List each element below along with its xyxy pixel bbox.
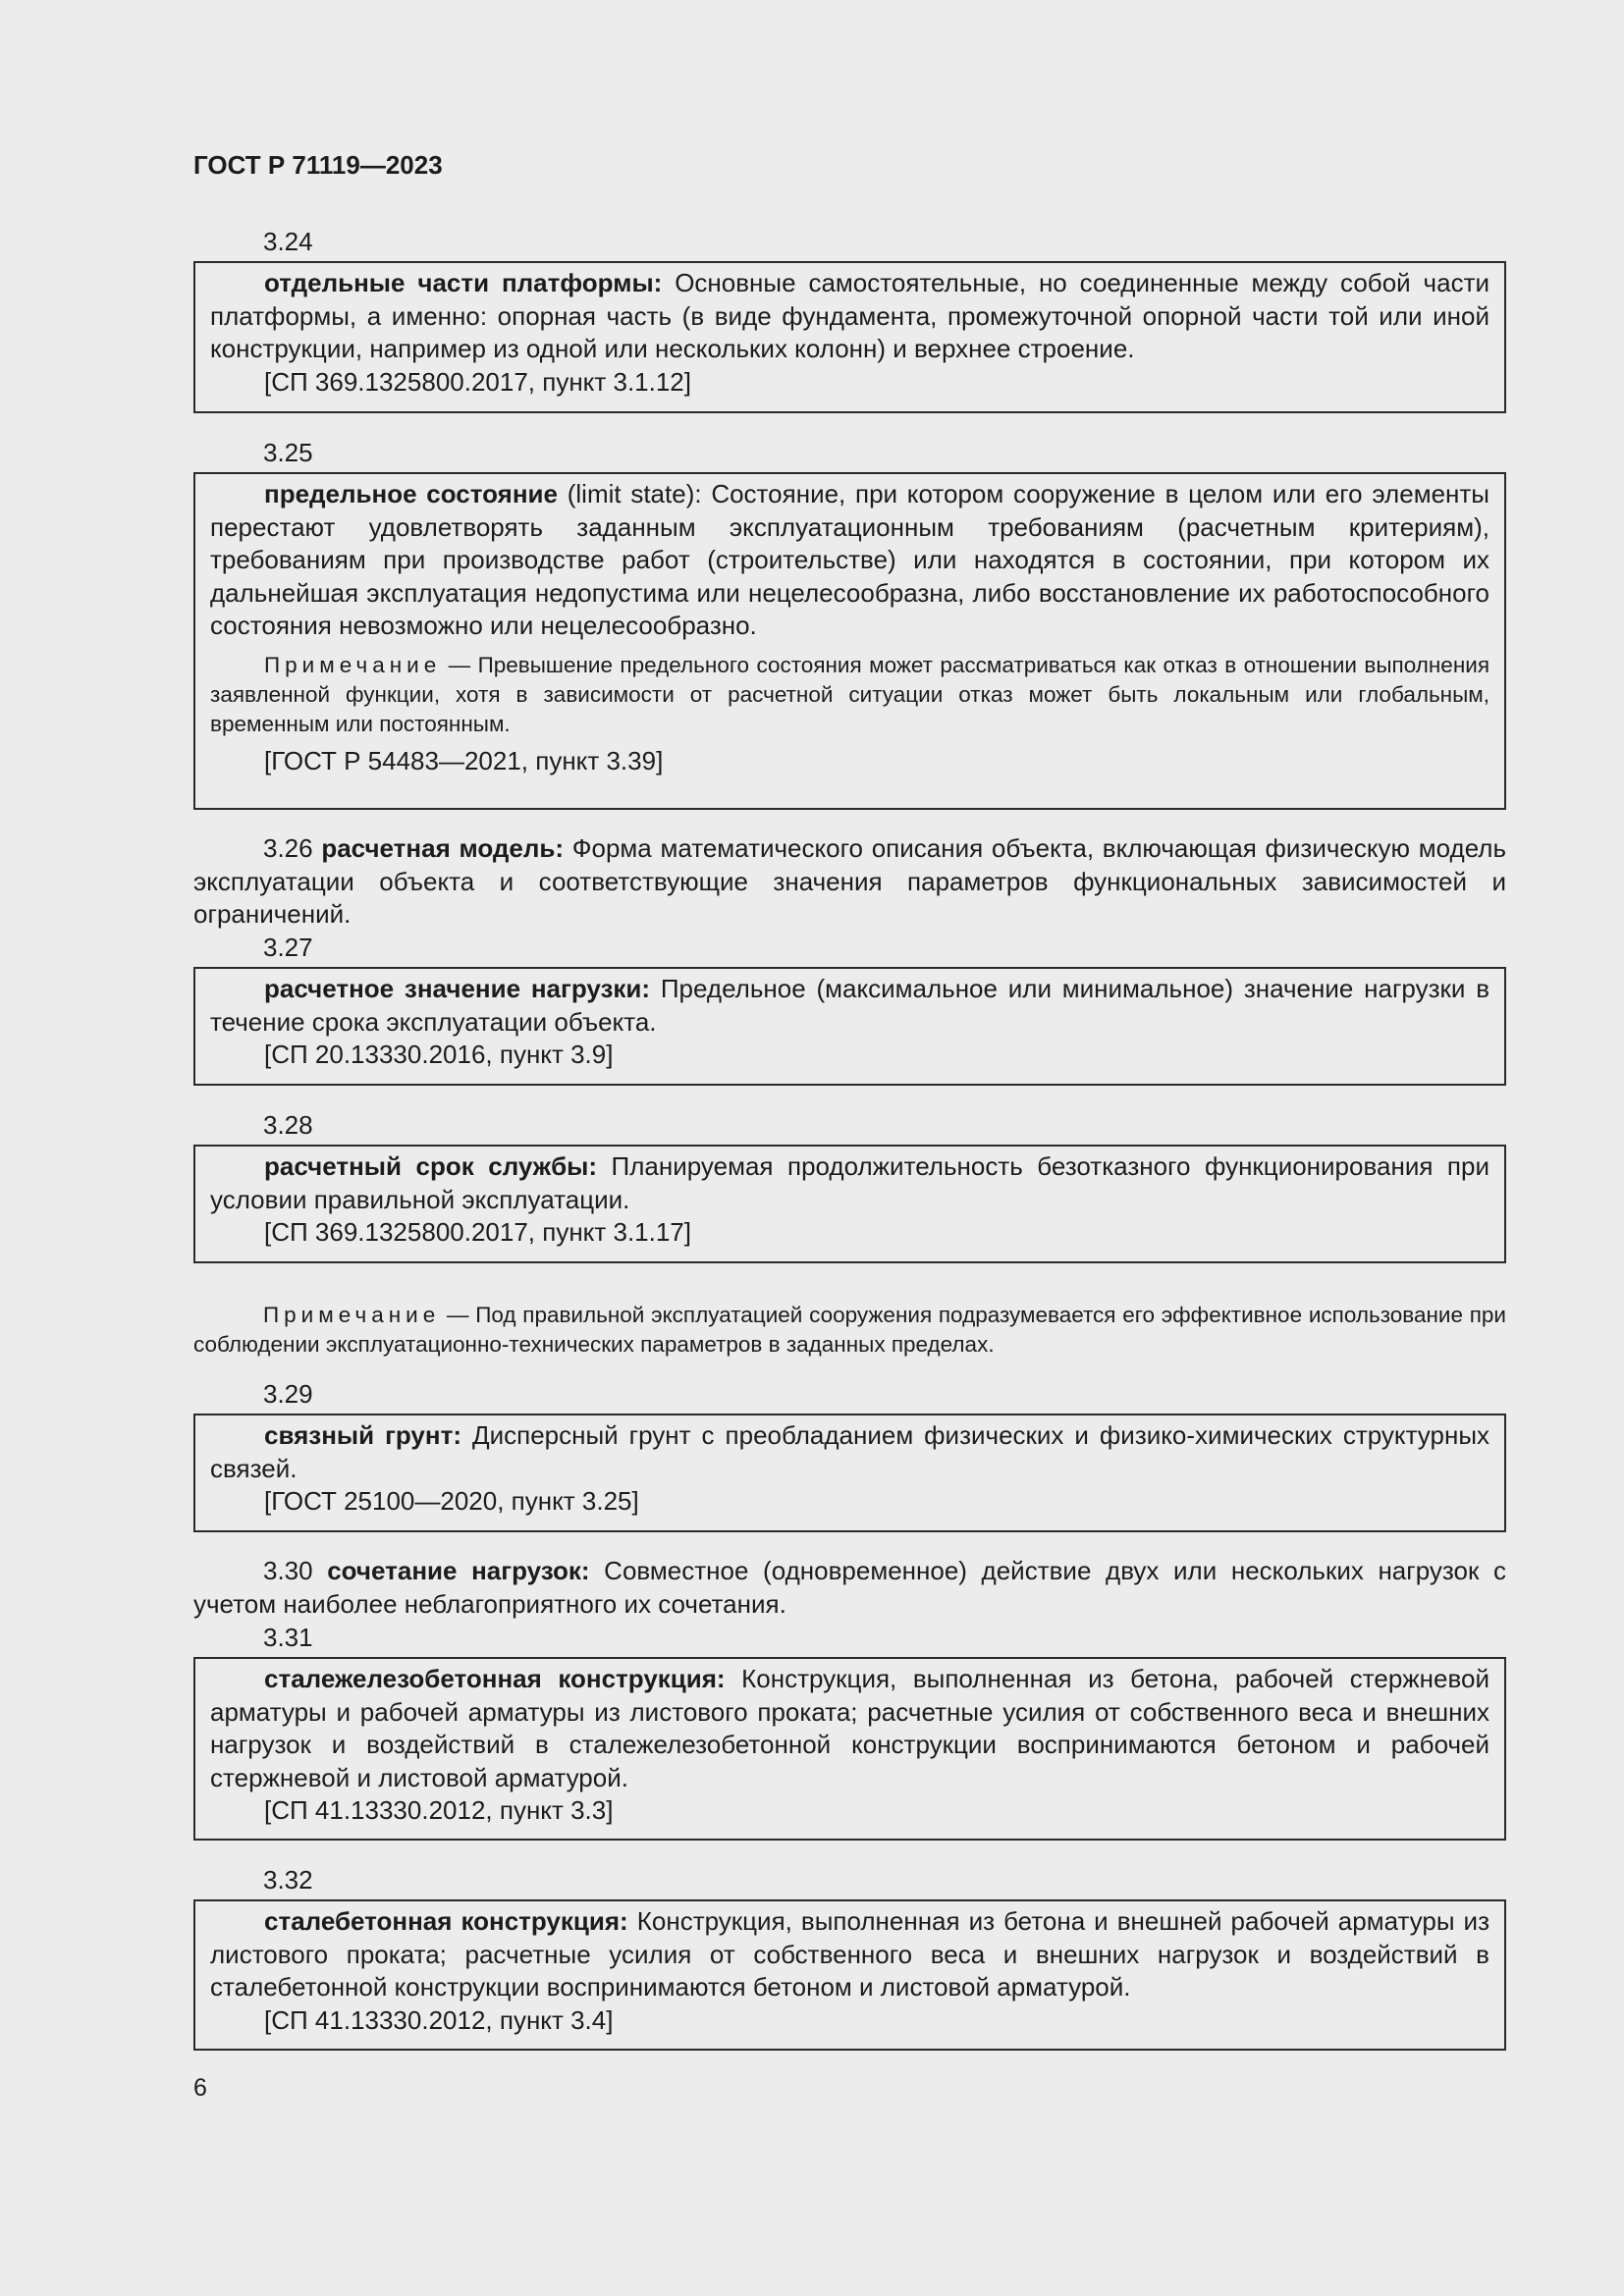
term-source: [СП 369.1325800.2017, пункт 3.1.12] <box>264 366 691 397</box>
page-header: ГОСТ Р 71119—2023 <box>193 150 443 180</box>
definition-text: Предельное (максимальное или минимальное) значение нагрузки в течение срока эксплуатации объекта. <box>210 974 1490 1037</box>
term-number: 3.27 <box>263 933 313 962</box>
term-name: сталежелезобетонная конструкция: <box>264 1664 726 1693</box>
note-3-28 <box>193 1301 1506 1360</box>
term-number: 3.31 <box>263 1623 313 1652</box>
definition-text: Основные самостоятельные, но соединенные между собой части платформы, а именно: опорная часть (в виде фундамента, промежуточной опорной части той или иной конструкции, например из одной или нескольких колонн) и верхнее строение. <box>210 268 1489 363</box>
term-source: [СП 41.13330.2012, пункт 3.4] <box>264 2004 614 2035</box>
definition-text: Конструкция, выполненная из бетона, рабочей стержневой арматуры и рабочей арматуры из листового проката; расчетные усилия от собственного веса и внешних нагрузок и воздействий в сталежелезобетонной конструкции воспринимаются бетоном и рабочей стержневой и листовой арматурой. <box>210 1664 1489 1792</box>
term-definition <box>210 973 1489 1039</box>
term-paragraph-3-26 <box>193 832 1506 932</box>
term-number: 3.26 <box>263 833 313 863</box>
term-number: 3.32 <box>263 1865 313 1895</box>
definition-text: Совместное (одновременное) действие двух или нескольких нагрузок с учетом наиболее неблагоприятного их сочетания. <box>193 1556 1506 1619</box>
term-definition <box>210 478 1489 643</box>
term-paragraph-3-30 <box>193 1555 1506 1621</box>
term-definition <box>210 1419 1489 1485</box>
definition-text: Форма математического описания объекта, включающая физическую модель эксплуатации объекта и соответствующие значения параметров функциональных зависимостей и ограничений. <box>193 833 1507 929</box>
term-definition <box>210 1150 1489 1216</box>
term-source: [СП 41.13330.2012, пункт 3.3] <box>264 1795 614 1825</box>
term-name: предельное состояние <box>264 479 558 508</box>
note-text: — Под правильной эксплуатацией сооружения подразумевается его эффективное использование при соблюдении эксплуатационно-технических параметров в заданных пределах. <box>193 1303 1506 1357</box>
term-source: [СП 369.1325800.2017, пункт 3.1.17] <box>264 1217 691 1247</box>
term-name: отдельные части платформы: <box>264 268 663 297</box>
term-name: расчетное значение нагрузки: <box>264 974 651 1003</box>
term-source: [ГОСТ Р 54483—2021, пункт 3.39] <box>264 745 664 775</box>
term-source: [СП 20.13330.2016, пункт 3.9] <box>264 1040 614 1069</box>
page-number: 6 <box>193 2074 207 2102</box>
term-name: сочетание нагрузок: <box>327 1556 590 1585</box>
term-number: 3.28 <box>263 1110 313 1140</box>
term-definition <box>210 1663 1489 1794</box>
term-source: [ГОСТ 25100—2020, пункт 3.25] <box>264 1486 639 1516</box>
term-number: 3.30 <box>263 1556 313 1585</box>
term-definition <box>210 267 1489 366</box>
note-text: — Превышение предельного состояния может рассматриваться как отказ в отношении выполнения заявленной функции, хотя в зависимости от расчетной ситуации отказ может быть локальным или глобальным, временным или постоянным. <box>210 652 1489 736</box>
term-name: расчетная модель: <box>321 833 565 863</box>
term-box-3-31 <box>193 1657 1506 1841</box>
note-label: Примечание <box>263 1303 441 1327</box>
note-label: Примечание <box>264 652 442 677</box>
term-box-3-32 <box>193 1899 1506 2051</box>
definition-text: (limit state): Состояние, при котором сооружение в целом или его элементы перестают удовлетворять заданным эксплуатационным требованиям (расчетным критериям), требованиям при производстве работ (строительстве) или находятся в состоянии, при котором их дальнейшая эксплуатация недопустима или нецелесообразна, либо восстановление их работоспособного состояния невозможно или нецелесообразно. <box>210 479 1489 640</box>
term-definition <box>210 1905 1489 2004</box>
term-box-3-25 <box>193 472 1506 810</box>
definition-text: Конструкция, выполненная из бетона и внешней рабочей арматуры из листового проката; расчетные усилия от собственного веса и внешних нагрузок и воздействий в сталебетонной конструкции воспринимаются бетоном и листовой арматурой. <box>210 1906 1489 2002</box>
term-box-3-28 <box>193 1145 1506 1263</box>
term-name: связный грунт: <box>264 1420 461 1450</box>
term-number: 3.24 <box>263 227 313 256</box>
term-number: 3.29 <box>263 1379 313 1409</box>
term-note <box>210 651 1489 739</box>
term-name: расчетный срок службы: <box>264 1151 598 1181</box>
term-box-3-29 <box>193 1414 1506 1532</box>
term-box-3-24 <box>193 261 1506 413</box>
definition-text: Планируемая продолжительность безотказного функционирования при условии правильной эксплуатации. <box>210 1151 1489 1214</box>
term-box-3-27 <box>193 967 1506 1086</box>
definition-text: Дисперсный грунт с преобладанием физических и физико-химических структурных связей. <box>210 1420 1490 1483</box>
term-name: сталебетонная конструкция: <box>264 1906 628 1936</box>
term-number: 3.25 <box>263 438 313 467</box>
